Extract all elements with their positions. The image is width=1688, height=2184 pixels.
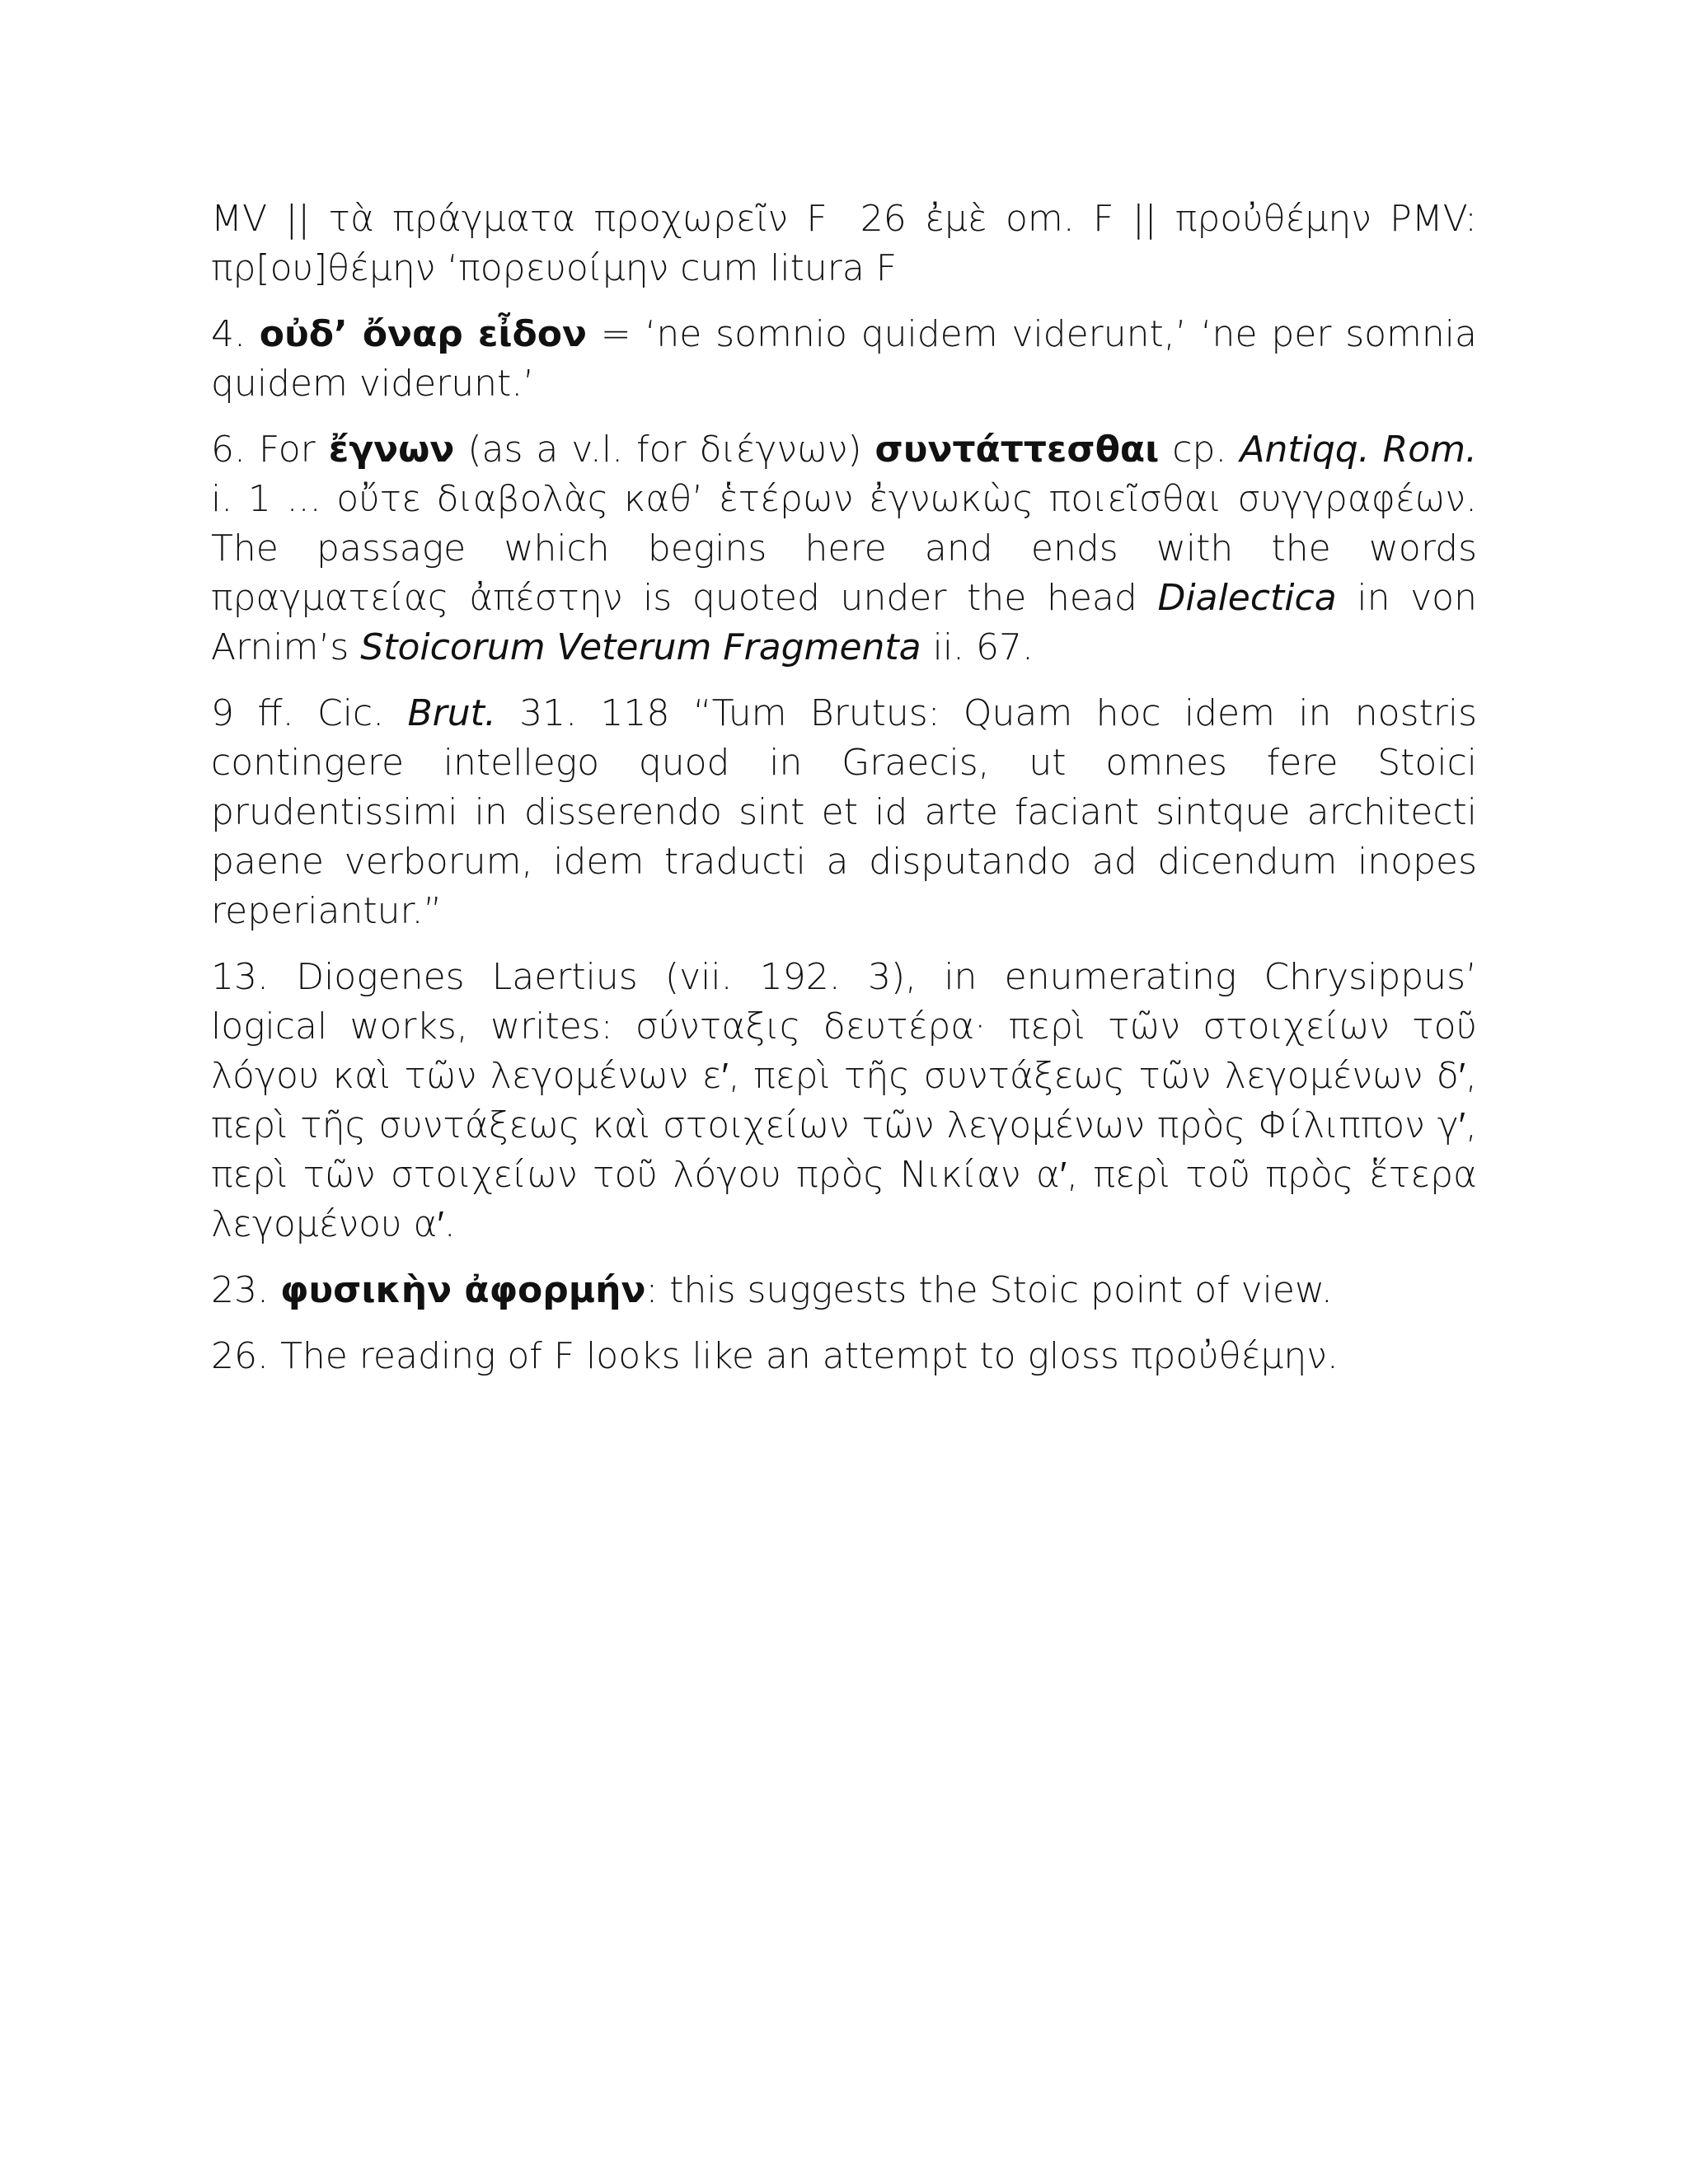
note-text: in von Arnim’s bbox=[211, 577, 1477, 668]
note-26 bbox=[211, 1332, 1477, 1381]
note-text: 13. Diogenes Laertius (vii. 192. 3), in enumerating Chrysippus’ logical works, writes: σύνταξις δευτέρα· περὶ τῶν στοιχείων τοῦ λόγου καὶ τῶν λεγομένων ε′, περὶ τῆς συντάξεως τῶν λεγομένων δ′, περὶ τῆς συντάξεως καὶ στοιχείων τῶν λεγομένων πρὸς Φίλιππον γ′, περὶ τῶν στοιχείων τοῦ λόγου πρὸς Νικίαν α′, περὶ τοῦ πρὸς ἕτερα λεγομένου α′. bbox=[211, 956, 1477, 1245]
work-title: Antiqq. Rom. bbox=[1240, 429, 1478, 471]
note-text: : this suggests the Stoic point of view. bbox=[645, 1269, 1333, 1311]
lemma: ἔγνων bbox=[328, 429, 455, 471]
work-title: Dialectica bbox=[1157, 577, 1337, 619]
note-4 bbox=[211, 310, 1477, 409]
lemma: συντάττεσθαι bbox=[874, 429, 1160, 471]
note-text: cp. bbox=[1159, 429, 1240, 471]
note-23 bbox=[211, 1266, 1477, 1315]
note-text: ii. 67. bbox=[921, 626, 1034, 668]
apparatus-line-a: MV || τὰ πράγματα προχωρεῖν F bbox=[211, 198, 828, 240]
note-text: (as a v.l. for διέγνων) bbox=[454, 429, 875, 471]
note-13 bbox=[211, 953, 1477, 1249]
note-text: 26. The reading of F looks like an attempt to gloss προὐθέμην. bbox=[211, 1335, 1339, 1377]
note-number: 6. For bbox=[211, 429, 316, 471]
lemma: οὐδ’ ὄναρ εἶδον bbox=[259, 313, 587, 355]
note-6 bbox=[211, 425, 1477, 673]
note-text: i. 1 ... οὔτε διαβολὰς καθ’ ἑτέρων ἐγνωκὼς ποιεῖσθαι συγγραφέων. The passage which begins here and ends with the words πραγματείας ἀπέστην is quoted under the head bbox=[211, 478, 1477, 619]
note-text: 31. 118 “Tum Brutus: Quam hoc idem in nostris contingere intellego quod in Graecis, ut omnes fere Stoici prudentissimi in disserendo sint et id arte faciant sintque architecti paene verborum, idem traducti a disputando ad dicendum inopes reperiantur.” bbox=[211, 692, 1477, 932]
document-page bbox=[211, 194, 1477, 1398]
note-number: 23. bbox=[211, 1269, 269, 1311]
note-text: 9 ff. Cic. bbox=[211, 692, 408, 734]
apparatus-line-b: 26 ἐμὲ om. F || προὐθέμην PMV: πρ[ου]θέμην ‘πορευοίμην cum litura F bbox=[211, 198, 1477, 289]
apparatus-criticus bbox=[211, 194, 1477, 293]
note-text: = ‘ne somnio quidem viderunt,’ ‘ne per somnia quidem viderunt.’ bbox=[211, 313, 1477, 405]
note-9 bbox=[211, 689, 1477, 936]
work-title: Stoicorum Veterum Fragmenta bbox=[360, 626, 921, 668]
note-number: 4. bbox=[211, 313, 246, 355]
lemma: φυσικὴν ἀφορμήν bbox=[279, 1269, 646, 1311]
work-title: Brut. bbox=[407, 692, 496, 734]
